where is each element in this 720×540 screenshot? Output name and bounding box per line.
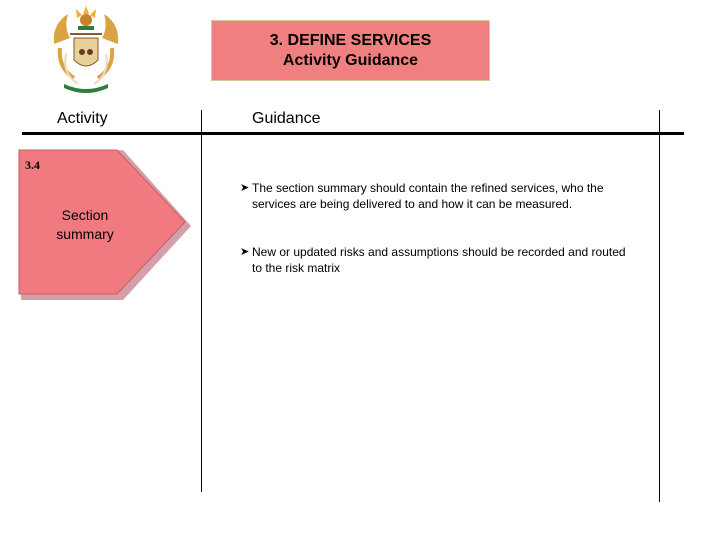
guidance-column-header: Guidance [252,110,321,127]
arrow-bullet-icon: ➤ [240,246,250,258]
header-divider [22,132,684,135]
activity-label-line-2: summary [56,226,114,242]
title-line-1: 3. DEFINE SERVICES [269,31,432,49]
column-divider-left [201,110,202,492]
activity-step-label [36,206,134,244]
step-number: 3.4 [25,158,40,172]
activity-label-line-1: Section [61,207,109,223]
title-box [211,20,490,81]
column-divider-right [659,110,660,502]
activity-column-header: Activity [57,110,108,127]
guidance-item-text: The section summary should contain the refined services, who the services are being delivered to and how it can be measured. [252,181,604,211]
title-line-2: Activity Guidance [282,51,419,69]
guidance-item [240,180,630,212]
coat-of-arms-logo [48,4,124,94]
guidance-item-text: New or updated risks and assumptions should be recorded and routed to the risk matrix [252,245,626,275]
arrow-bullet-icon: ➤ [240,182,250,194]
guidance-list [240,180,630,308]
guidance-item [240,244,630,276]
